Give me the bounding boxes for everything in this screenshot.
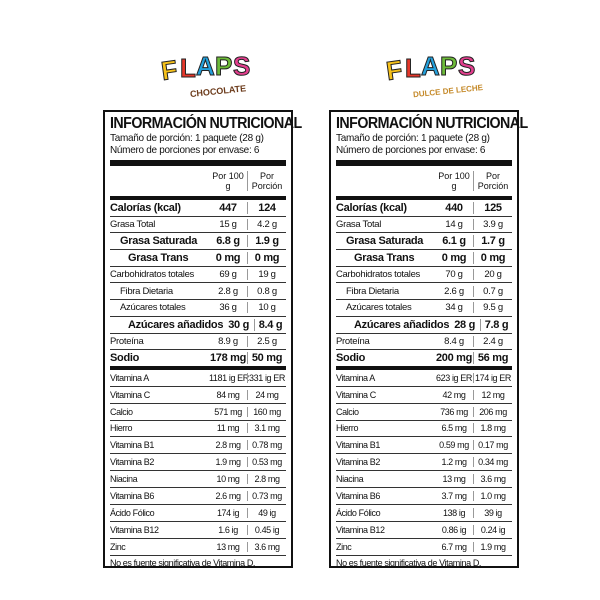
- vitamin-per-serving: 2.8 mg: [247, 474, 286, 484]
- vitamin-per-serving: 49 ig: [247, 508, 286, 518]
- flaps-logo-icon: [160, 45, 260, 105]
- vitamin-row: [336, 504, 512, 521]
- vitamin-per-serving: 24 mg: [247, 390, 286, 400]
- vitamin-per-100g: 42 mg: [442, 389, 466, 400]
- vitamin-label: Zinc: [336, 541, 352, 552]
- vitamin-row: [336, 436, 512, 453]
- value-per-serving: 8.4 g: [254, 319, 286, 331]
- value-per-100g: 8.4 g: [444, 335, 464, 347]
- vitamin-row: [336, 453, 512, 470]
- nutrient-row: [336, 266, 512, 283]
- value-per-serving: 3.9 g: [473, 219, 512, 230]
- vitamin-per-100g: 736 mg: [440, 406, 468, 417]
- footnote: No es fuente significativa de Vitamina D.: [110, 555, 286, 571]
- vitamin-per-100g: 571 mg: [214, 406, 242, 417]
- vitamin-row: [336, 538, 512, 555]
- nutrient-label: Carbohidratos totales: [336, 269, 421, 281]
- vitamin-row: [336, 403, 512, 420]
- nutrient-row: [336, 232, 512, 249]
- svg-text:L: L: [405, 53, 421, 83]
- nutrient-label: Sodio: [336, 352, 366, 365]
- value-per-serving: 19 g: [247, 269, 286, 280]
- vitamin-label: Vitamina B6: [336, 491, 380, 502]
- value-per-serving: 1.7 g: [473, 235, 512, 247]
- vitamin-per-100g: 1181 ig ER: [209, 372, 249, 383]
- nutrient-row: [110, 232, 286, 249]
- vitamin-per-serving: 3.1 mg: [247, 423, 286, 433]
- nutrient-row: [336, 216, 512, 233]
- vitamin-row: [336, 470, 512, 487]
- vitamin-per-100g: 10 mg: [216, 474, 240, 485]
- vitamin-label: Niacina: [110, 474, 138, 485]
- servings-per-container: Número de porciones por envase: 6: [110, 144, 260, 156]
- vitamin-label: Ácido Fólico: [336, 507, 381, 518]
- vitamin-per-serving: 206 mg: [473, 407, 512, 417]
- vitamin-per-serving: 12 mg: [473, 390, 512, 400]
- nutrient-row: [336, 282, 512, 299]
- svg-text:L: L: [180, 53, 196, 83]
- vitamin-per-100g: 623 ig ER: [436, 372, 472, 383]
- vitamin-row: [110, 420, 286, 437]
- nutrient-row: [110, 299, 286, 316]
- nutrient-label: Sodio: [110, 352, 140, 365]
- variant-label: DULCE DE LECHE: [412, 82, 484, 100]
- value-per-100g: 70 g: [445, 269, 463, 281]
- value-per-serving: 2.5 g: [247, 336, 286, 347]
- vitamin-row: [110, 538, 286, 555]
- vitamin-per-serving: 1.9 mg: [473, 542, 512, 552]
- vitamin-per-100g: 1.9 mg: [215, 457, 241, 468]
- value-per-serving: 0.7 g: [473, 286, 512, 297]
- vitamin-row: [110, 366, 286, 386]
- vitamin-per-100g: 1.2 mg: [441, 457, 467, 468]
- vitamin-per-serving: 0.73 mg: [247, 491, 286, 501]
- vitamin-row: [336, 420, 512, 437]
- vitamin-row: [110, 504, 286, 521]
- vitamin-per-serving: 39 ig: [473, 508, 512, 518]
- value-per-100g: 447: [219, 201, 237, 214]
- per-serving-header: Por Porción: [473, 171, 512, 191]
- vitamin-per-100g: 84 mg: [216, 389, 240, 400]
- vitamin-per-serving: 0.34 mg: [473, 457, 512, 467]
- value-per-100g: 6.8 g: [216, 235, 240, 248]
- value-per-serving: 124: [247, 202, 286, 214]
- nutrient-label: Grasa Trans: [354, 251, 415, 264]
- per-100g-header: Por 100 g: [438, 171, 470, 191]
- vitamin-per-100g: 138 ig: [442, 507, 466, 518]
- nutrient-label: Azúcares añadidos: [354, 318, 450, 331]
- vitamin-label: Niacina: [336, 474, 364, 485]
- vitamin-per-100g: 174 ig: [216, 507, 240, 518]
- nutrition-panel-chocolate: [103, 110, 302, 568]
- vitamin-row: [336, 487, 512, 504]
- nutrient-label: Proteína: [336, 335, 370, 347]
- vitamin-per-100g: 2.8 mg: [215, 440, 241, 451]
- nutrient-row: [336, 316, 512, 333]
- vitamin-label: Calcio: [336, 406, 359, 417]
- value-per-serving: 0 mg: [473, 252, 512, 264]
- nutrient-row: [336, 299, 512, 316]
- nutrient-label: Grasa Trans: [128, 251, 189, 264]
- nutrient-row: [336, 349, 512, 366]
- vitamin-label: Vitamina B2: [110, 457, 154, 468]
- nutrient-label: Azúcares añadidos: [128, 318, 224, 331]
- value-per-100g: 69 g: [219, 269, 237, 281]
- vitamin-label: Vitamina B1: [110, 440, 154, 451]
- vitamin-per-serving: 0.24 ig: [473, 525, 512, 535]
- variant-label: CHOCOLATE: [189, 83, 247, 100]
- vitamin-label: Vitamina C: [110, 389, 150, 400]
- value-per-serving: 20 g: [473, 269, 512, 280]
- vitamin-label: Zinc: [110, 541, 126, 552]
- vitamin-per-serving: 3.6 mg: [247, 542, 286, 552]
- value-per-100g: 2.6 g: [444, 285, 464, 297]
- vitamin-per-100g: 2.6 mg: [215, 491, 241, 502]
- value-per-serving: 0.8 g: [247, 286, 286, 297]
- vitamin-per-serving: 0.45 ig: [247, 525, 286, 535]
- vitamin-row: [336, 366, 512, 386]
- svg-text:S: S: [233, 51, 251, 81]
- nutrient-row: [110, 249, 286, 266]
- value-per-serving: 125: [473, 202, 512, 214]
- nutrient-row: [110, 196, 286, 216]
- value-per-100g: 0 mg: [441, 251, 467, 264]
- vitamin-per-serving: 160 mg: [247, 407, 286, 417]
- vitamin-row: [110, 470, 286, 487]
- value-per-serving: 50 mg: [247, 352, 286, 364]
- vitamin-row: [110, 521, 286, 538]
- vitamin-per-serving: 331 ig ER: [247, 373, 286, 383]
- vitamin-label: Vitamina B12: [336, 524, 385, 535]
- value-per-serving: 4.2 g: [247, 219, 286, 230]
- nutrient-row: [336, 196, 512, 216]
- nutrient-row: [110, 349, 286, 366]
- vitamin-per-100g: 0.86 ig: [441, 524, 467, 535]
- vitamin-row: [110, 403, 286, 420]
- vitamin-per-100g: 11 mg: [216, 423, 240, 434]
- vitamin-per-100g: 13 mg: [442, 474, 466, 485]
- vitamin-row: [336, 386, 512, 403]
- column-header: [110, 166, 286, 196]
- value-per-100g: 28 g: [454, 318, 476, 331]
- nutrient-label: Grasa Saturada: [120, 235, 198, 248]
- flaps-logo-icon: [385, 45, 485, 105]
- vitamin-per-100g: 6.5 mg: [441, 423, 467, 434]
- nutrient-label: Carbohidratos totales: [110, 269, 195, 281]
- serving-size: Tamaño de porción: 1 paquete (28 g): [336, 132, 490, 144]
- value-per-100g: 14 g: [445, 219, 463, 231]
- value-per-100g: 0 mg: [215, 251, 241, 264]
- nutrient-row: [110, 266, 286, 283]
- nutrition-panel-dulce-de-leche: [329, 110, 528, 568]
- nutrient-row: [336, 249, 512, 266]
- nutrient-label: Azúcares totales: [346, 302, 412, 314]
- value-per-100g: 178 mg: [209, 352, 247, 365]
- value-per-100g: 36 g: [219, 302, 237, 314]
- vitamin-per-serving: 0.17 mg: [473, 440, 512, 450]
- vitamin-per-serving: 3.6 mg: [473, 474, 512, 484]
- footnote: No es fuente significativa de Vitamina D.: [336, 555, 512, 571]
- value-per-100g: 8.9 g: [218, 335, 238, 347]
- value-per-100g: 200 mg: [435, 352, 473, 365]
- vitamin-per-serving: 0.78 mg: [247, 440, 286, 450]
- value-per-serving: 0 mg: [247, 252, 286, 264]
- vitamin-per-100g: 13 mg: [216, 541, 240, 552]
- vitamin-label: Ácido Fólico: [110, 507, 155, 518]
- vitamin-per-100g: 0.59 mg: [439, 440, 469, 451]
- value-per-serving: 56 mg: [473, 352, 512, 364]
- value-per-100g: 6.1 g: [442, 235, 466, 248]
- vitamin-row: [110, 386, 286, 403]
- vitamin-label: Vitamina B6: [110, 491, 154, 502]
- nutrient-row: [336, 333, 512, 350]
- nutrient-row: [110, 282, 286, 299]
- vitamin-label: Hierro: [336, 423, 359, 434]
- vitamin-label: Vitamina B12: [110, 524, 159, 535]
- vitamin-label: Vitamina A: [336, 372, 375, 383]
- vitamin-per-serving: 174 ig ER: [473, 373, 512, 383]
- vitamin-per-100g: 1.6 ig: [218, 524, 238, 535]
- value-per-100g: 440: [445, 201, 463, 214]
- value-per-serving: 9.5 g: [473, 302, 512, 313]
- nutrient-label: Grasa Saturada: [346, 235, 424, 248]
- vitamin-row: [110, 436, 286, 453]
- vitamin-label: Vitamina C: [336, 389, 376, 400]
- nutrient-label: Proteína: [110, 335, 144, 347]
- value-per-serving: 2.4 g: [473, 336, 512, 347]
- serving-size: Tamaño de porción: 1 paquete (28 g): [110, 132, 264, 144]
- vitamin-row: [336, 521, 512, 538]
- svg-text:S: S: [458, 51, 476, 81]
- value-per-serving: 1.9 g: [247, 235, 286, 247]
- nutrient-label: Calorías (kcal): [110, 201, 181, 214]
- panel-title: INFORMACIÓN NUTRICIONAL: [110, 115, 302, 132]
- svg-text:P: P: [440, 51, 458, 81]
- vitamin-per-serving: 0.53 mg: [247, 457, 286, 467]
- vitamin-row: [110, 487, 286, 504]
- flaps-chocolate-logo: [160, 45, 260, 105]
- vitamin-per-100g: 6.7 mg: [441, 541, 467, 552]
- per-100g-header: Por 100 g: [212, 171, 244, 191]
- svg-text:F: F: [159, 54, 180, 87]
- vitamin-label: Hierro: [110, 423, 133, 434]
- value-per-100g: 15 g: [219, 219, 237, 231]
- vitamin-per-100g: 3.7 mg: [441, 491, 467, 502]
- value-per-serving: 10 g: [247, 302, 286, 313]
- vitamin-label: Vitamina B1: [336, 440, 380, 451]
- flaps-dulce-de-leche-logo: [385, 45, 485, 105]
- nutrient-label: Grasa Total: [336, 219, 382, 231]
- value-per-100g: 2.8 g: [218, 285, 238, 297]
- svg-text:A: A: [196, 51, 215, 81]
- nutrient-label: Azúcares totales: [120, 302, 186, 314]
- svg-text:F: F: [384, 54, 405, 87]
- vitamin-per-serving: 1.8 mg: [473, 423, 512, 433]
- vitamin-label: Vitamina B2: [336, 457, 380, 468]
- value-per-100g: 34 g: [445, 302, 463, 314]
- vitamin-label: Vitamina A: [110, 372, 149, 383]
- value-per-serving: 7.8 g: [480, 319, 512, 331]
- nutrient-row: [110, 216, 286, 233]
- nutrient-label: Calorías (kcal): [336, 201, 407, 214]
- nutrient-label: Grasa Total: [110, 219, 156, 231]
- column-header: [336, 166, 512, 196]
- svg-text:P: P: [215, 51, 233, 81]
- nutrient-row: [110, 333, 286, 350]
- vitamin-label: Calcio: [110, 406, 133, 417]
- vitamin-row: [110, 453, 286, 470]
- vitamin-per-serving: 1.0 mg: [473, 491, 512, 501]
- svg-text:A: A: [421, 51, 440, 81]
- panel-title: INFORMACIÓN NUTRICIONAL: [336, 115, 528, 132]
- nutrient-label: Fibra Dietaria: [120, 285, 173, 297]
- nutrient-row: [110, 316, 286, 333]
- nutrient-label: Fibra Dietaria: [346, 285, 399, 297]
- value-per-100g: 30 g: [228, 318, 250, 331]
- servings-per-container: Número de porciones por envase: 6: [336, 144, 486, 156]
- per-serving-header: Por Porción: [247, 171, 286, 191]
